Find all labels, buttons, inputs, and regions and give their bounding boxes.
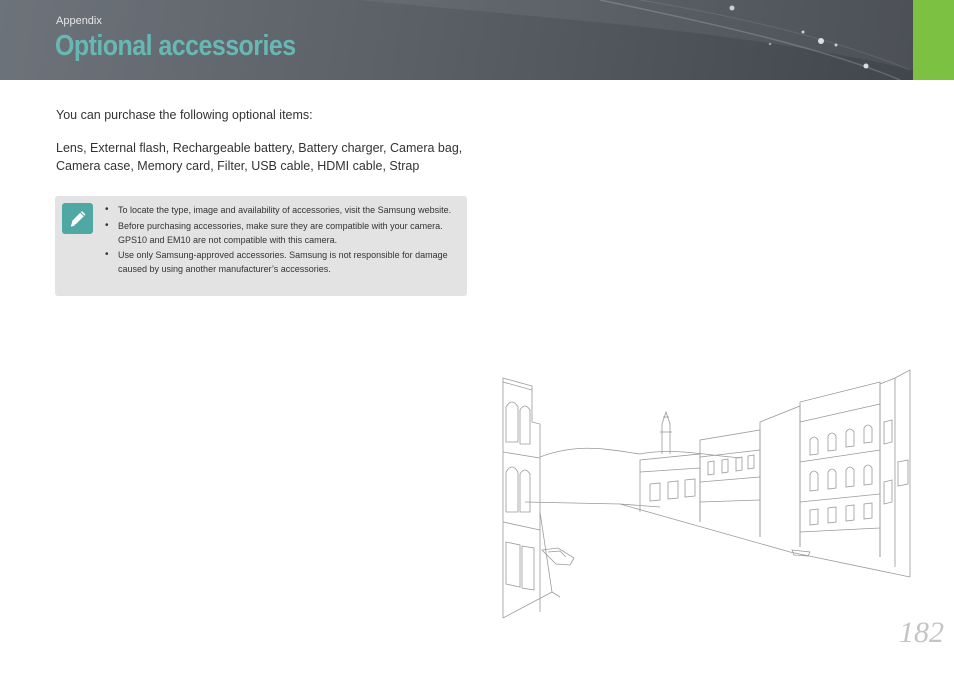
page-header bbox=[0, 0, 954, 80]
chapter-tab[interactable] bbox=[913, 0, 954, 80]
intro-text: You can purchase the following optional items: bbox=[56, 108, 313, 122]
note-box bbox=[55, 196, 467, 296]
section-label: Appendix bbox=[56, 15, 102, 27]
accessory-list: Lens, External flash, Rechargeable battery, Battery charger, Camera bag, Camera case, Memory card, Filter, USB cable, HDMI cable, Strap bbox=[56, 141, 463, 173]
note-item: • Before purchasing accessories, make sure they are compatible with your camera. GPS10 and EM10 are not compatible with this camera. bbox=[105, 219, 455, 247]
note-item: • Use only Samsung-approved accessories. Samsung is not responsible for damage caused by using another manufacturer’s accessories. bbox=[105, 248, 455, 276]
note-list bbox=[105, 203, 455, 278]
pencil-icon bbox=[62, 203, 93, 234]
page-number: 182 bbox=[899, 616, 944, 649]
venice-canal-illustration bbox=[500, 362, 915, 620]
note-item: • To locate the type, image and availability of accessories, visit the Samsung website. bbox=[105, 203, 455, 217]
page-title: Optional accessories bbox=[55, 30, 296, 62]
